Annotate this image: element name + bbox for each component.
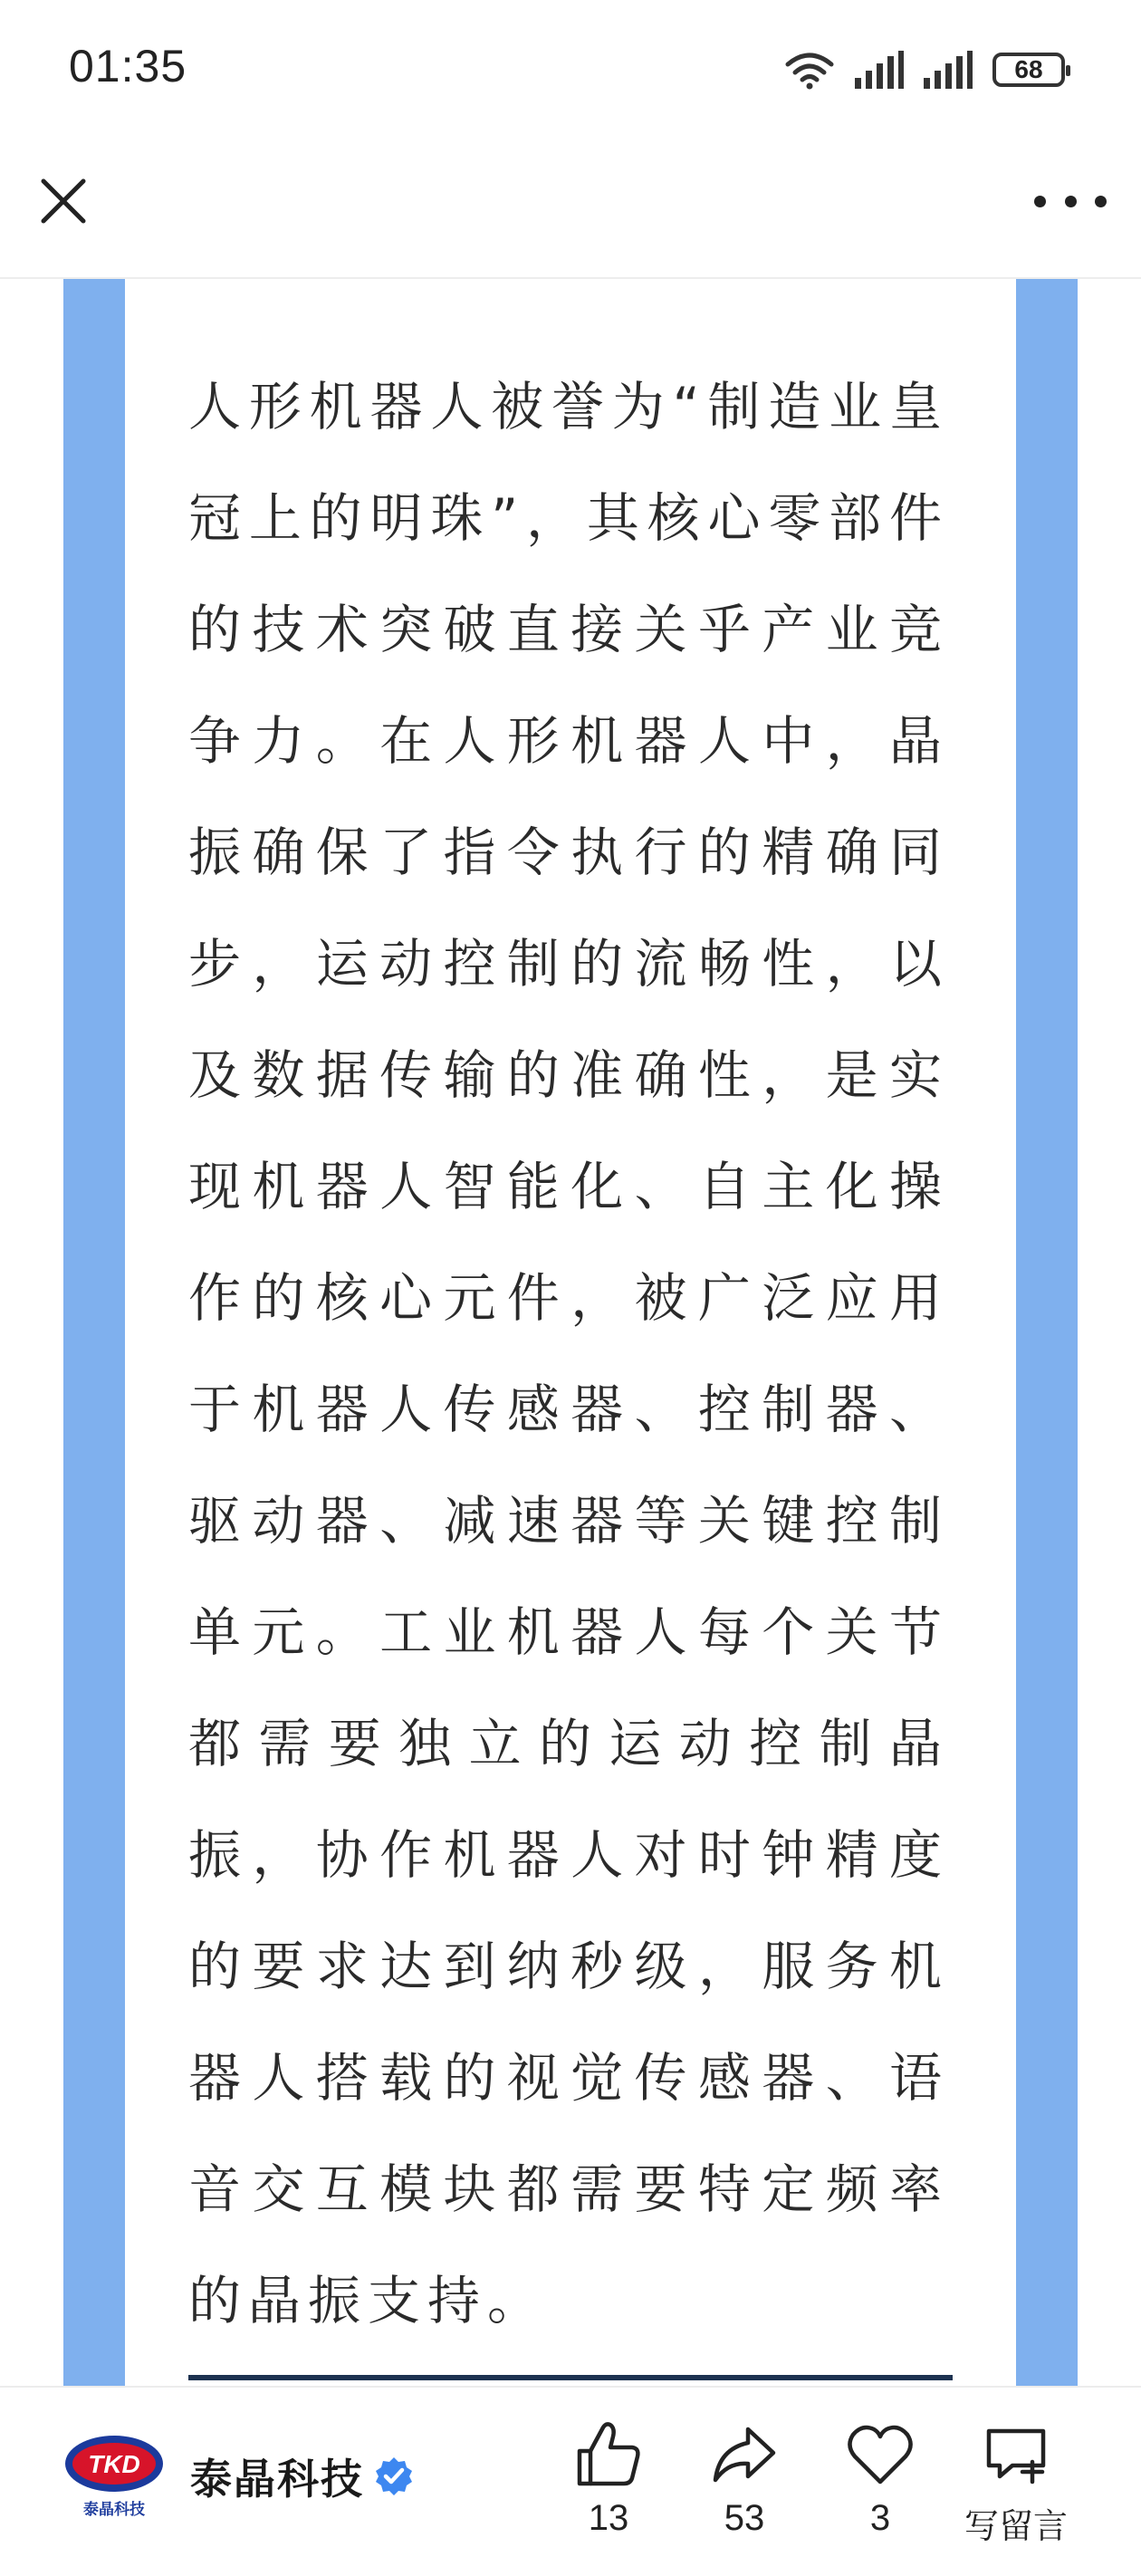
publisher-logo[interactable] [63,2433,165,2520]
logo-subtext: 泰晶科技 [83,2501,145,2519]
share-button[interactable] [686,2418,803,2539]
logo-text: TKD [88,2450,140,2478]
like-button[interactable] [550,2418,667,2539]
article-content [0,279,1141,2386]
like-count: 13 [588,2498,629,2538]
share-arrow-icon [708,2418,781,2491]
battery-level: 68 [1014,55,1043,83]
thumbs-up-icon [572,2418,645,2491]
close-icon [34,172,92,230]
more-dot-icon [1034,196,1046,207]
right-decor-band [1016,279,1078,2386]
signal-icon-sim2 [924,51,973,89]
heart-icon [844,2418,916,2491]
favorite-count: 3 [869,2498,891,2538]
more-options-button[interactable] [1034,172,1107,230]
write-comment-label: 写留言 [964,2506,1068,2546]
more-dot-icon [1065,196,1077,207]
left-decor-band [63,279,125,2386]
top-nav [0,136,1141,279]
image-top-edge [188,2375,953,2380]
bottom-action-bar [0,2386,1141,2576]
status-bar [0,0,1141,136]
verified-badge-icon [373,2456,415,2497]
publisher-info[interactable] [63,2433,415,2520]
more-dot-icon [1095,196,1107,207]
battery-icon [992,53,1065,87]
wifi-icon [784,50,835,90]
write-comment-button[interactable] [957,2418,1075,2548]
comment-add-icon [980,2418,1052,2491]
tkd-logo-icon [63,2433,165,2520]
signal-icon-sim1 [855,51,904,89]
share-count: 53 [724,2498,765,2538]
favorite-button[interactable] [821,2418,939,2539]
status-time: 01:35 [69,41,187,91]
publisher-name[interactable]: 泰晶科技 [190,2455,364,2504]
status-icons [784,47,1065,92]
article-paragraph: 人形机器人被誉为“制造业皇冠上的明珠”，其核心零部件的技术突破直接关乎产业竞争力。在人形机器人中，晶振确保了指令执行的精确同步，运动控制的流畅性，以及数据传输的准确性，是实现机器人智能化、自主化操作的核心元件，被广泛应用于机器人传感器、控制器、驱动器、减速器等关键控制单元。工业机器人每个关节都需要独立的运动控制晶振，协作机器人对时钟精度的要求达到纳秒级，服务机器人搭载的视觉传感器、语音交互模块都需要特定频率的晶振支持。 [188,376,949,2331]
close-button[interactable] [34,172,92,230]
